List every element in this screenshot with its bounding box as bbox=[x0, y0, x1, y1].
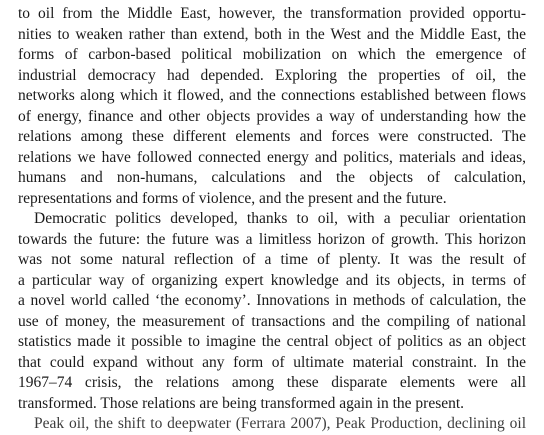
text-line: Democratic politics developed, thanks to oil, with a peculiar orientation bbox=[34, 210, 526, 227]
text-line: networks along which it flowed, and the connections established between flows bbox=[18, 87, 526, 104]
text-line: 1967–74 crisis, the relations among these disparate elements were all bbox=[18, 374, 526, 391]
text-line: to oil from the Middle East, however, the transformation provided opportu- bbox=[18, 5, 526, 22]
partial-text-line: Peak oil, the shift to deepwater (Ferrara 2007), Peak Production, declining oil bbox=[34, 415, 526, 432]
text-line: a novel world called ‘the economy’. Innovations in methods of calculation, the bbox=[18, 292, 526, 309]
text-line: nities to weaken rather than extend, both in the West and the Middle East, the bbox=[18, 25, 526, 43]
paragraph-2 bbox=[18, 209, 526, 414]
text-line: that could expand without any form of ultimate material constraint. In the bbox=[18, 353, 526, 371]
text-line: relations we have followed connected energy and politics, materials and ideas, bbox=[18, 148, 526, 166]
paragraph-1 bbox=[18, 4, 526, 209]
text-line: transformed. Those relations are being transformed again in the present. bbox=[18, 394, 465, 412]
text-line: towards the future: the future was a limitless horizon of growth. This horizon bbox=[18, 230, 526, 248]
text-line: of energy, finance and other objects provides a way of understanding how the bbox=[18, 107, 526, 125]
text-line: representations and forms of violence, and the present and the future. bbox=[18, 189, 447, 207]
text-line: relations among these different elements and forces were constructed. The bbox=[18, 128, 526, 145]
text-line: was not some natural reflection of a time of plenty. It was the result of bbox=[18, 251, 526, 268]
text-line: statistics made it possible to imagine the central object of politics as an object bbox=[18, 333, 526, 350]
text-line: industrial democracy had depended. Exploring the properties of oil, the bbox=[18, 66, 526, 84]
text-line: forms of carbon-based political mobilization on which the emergence of bbox=[18, 46, 526, 63]
text-line: humans and non-humans, calculations and the objects of calculation, bbox=[18, 169, 526, 186]
text-line: a particular way of organizing expert knowledge and its objects, in terms of bbox=[18, 271, 526, 289]
document-page bbox=[18, 4, 526, 432]
text-line: use of money, the measurement of transactions and the compiling of national bbox=[18, 312, 526, 330]
